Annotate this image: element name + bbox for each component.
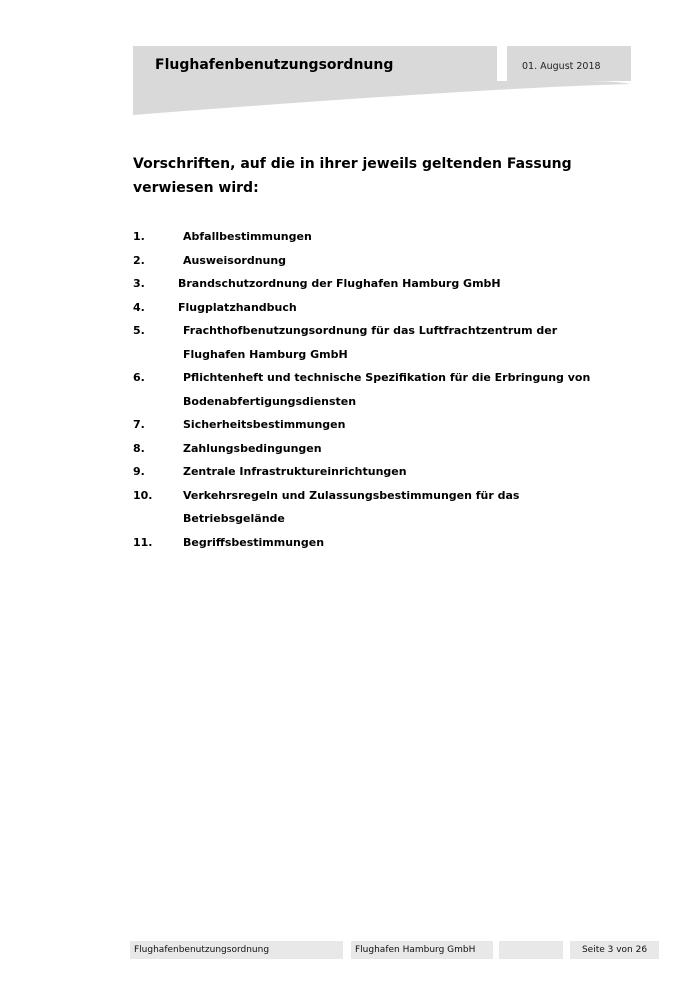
list-item-number: 5. (133, 324, 145, 337)
list-item (133, 531, 593, 555)
footer-page-number: Seite 3 von 26 (570, 941, 659, 959)
list-item-number: 6. (133, 371, 145, 384)
list-item-text: Frachthofbenutzungsordnung für das Luftfrachtzentrum der Flughafen Hamburg GmbH (183, 324, 558, 361)
list-item-text: Pflichtenheft und technische Spezifikation für die Erbringung von Bodenabfertigungsdiensten (183, 371, 591, 408)
list-item (133, 460, 593, 484)
list-item (133, 484, 593, 531)
footer-document-name: Flughafenbenutzungsordnung (130, 941, 343, 959)
section-heading: Vorschriften, auf die in ihrer jeweils geltenden Fassung verwiesen wird: (133, 156, 572, 196)
list-item-text: Verkehrsregeln und Zulassungsbestimmungen für das Betriebsgelände (183, 488, 520, 525)
list-item (133, 272, 593, 296)
list-item-text: Abfallbestimmungen (183, 230, 312, 243)
list-item-text: Begriffsbestimmungen (183, 535, 325, 549)
list-item-text: Brandschutzordnung der Flughafen Hamburg GmbH (178, 277, 501, 290)
footer-empty-cell (499, 941, 563, 959)
list-item (133, 225, 593, 249)
list-item-number: 1. (133, 230, 145, 243)
list-item-text: Flugplatzhandbuch (178, 300, 297, 314)
list-item (133, 366, 593, 413)
list-item (133, 319, 593, 366)
list-item (133, 413, 593, 437)
list-item-text: Ausweisordnung (183, 253, 287, 267)
list-item-number: 4. (133, 300, 145, 314)
list-item-text: Zahlungsbedingungen (183, 441, 322, 455)
list-item-number: 10. (133, 488, 153, 502)
list-item (133, 249, 593, 273)
list-item-number: 9. (133, 465, 145, 478)
reference-list (133, 225, 593, 554)
header-title: Flughafenbenutzungsordnung (155, 57, 394, 73)
list-item-number: 2. (133, 253, 145, 267)
list-item-number: 8. (133, 441, 145, 455)
list-item (133, 437, 593, 461)
list-item-text: Zentrale Infrastruktureinrichtungen (183, 465, 407, 478)
header-date: 01. August 2018 (522, 61, 601, 72)
list-item-number: 3. (133, 277, 145, 290)
list-item-text: Sicherheitsbestimmungen (183, 418, 346, 431)
list-item (133, 296, 593, 320)
footer-company-name: Flughafen Hamburg GmbH (351, 941, 493, 959)
list-item-number: 11. (133, 535, 153, 549)
list-item-number: 7. (133, 418, 145, 431)
